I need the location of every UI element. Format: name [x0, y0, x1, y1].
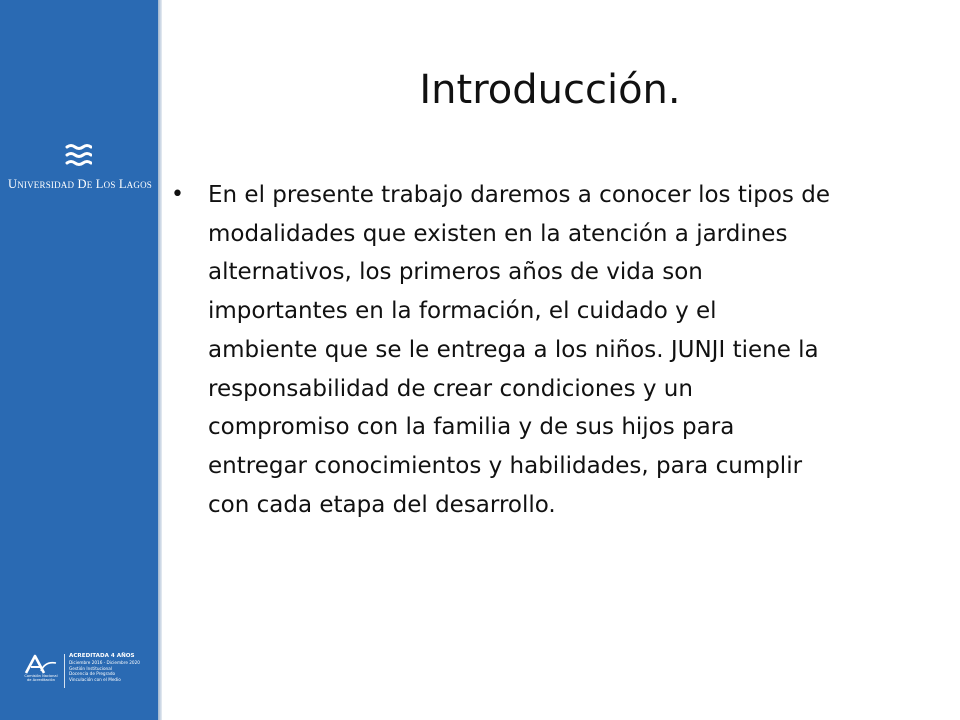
slide-title: Introducción.: [419, 67, 681, 113]
bullet-text: En el presente trabajo daremos a conocer los tipos de modalidades que existen en la atención a jardines alternativos, los primeros años de vida son importantes en la formación, el cuidado y el ambiente que se le entrega a los niños. JUNJI tiene la responsabilidad de crear condiciones y un compromiso con la familia y de sus hijos para entregar conocimientos y habilidades, para cumplir con cada etapa del desarrollo.: [208, 182, 830, 518]
accreditation-dates: Diciembre 2016 - Diciembre 2020: [69, 660, 140, 665]
university-waves-logo-icon: [64, 143, 92, 173]
sidebar-edge: [158, 0, 162, 720]
accreditation-divider: [64, 654, 65, 688]
accreditation-areas: Gestión Institucional Docencia de Pregrado Vinculación con el Medio: [69, 666, 121, 682]
accreditation-badge: [21, 652, 151, 692]
cna-logo: [21, 654, 61, 690]
bullet-list: [168, 176, 918, 524]
bullet-dot-icon: •: [171, 182, 184, 207]
cna-chile-logo-icon: [23, 654, 59, 674]
sidebar: [0, 0, 158, 720]
accreditation-org-name: Comisión Nacional de Acreditación: [24, 674, 58, 683]
accreditation-title: ACREDITADA 4 AÑOS: [69, 653, 135, 659]
university-name: Universidad De Los Lagos: [7, 177, 152, 191]
bullet-item: [168, 176, 918, 524]
accreditation-info: [69, 653, 154, 682]
